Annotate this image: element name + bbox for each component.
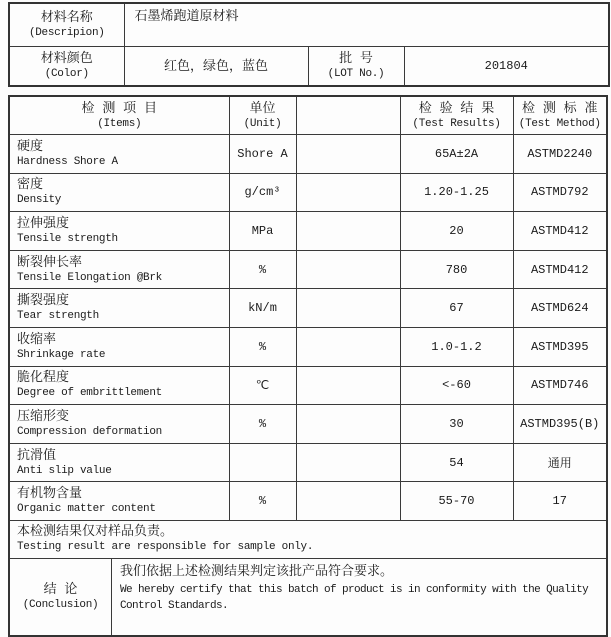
item-en: Degree of embrittlement	[17, 387, 162, 400]
conclusion-body	[112, 559, 606, 635]
test-row-shrinkage	[9, 327, 607, 366]
item-cell	[9, 327, 229, 366]
method-cell: ASTMD792	[513, 173, 607, 212]
blank-cell	[296, 173, 400, 212]
blank-cell	[296, 250, 400, 289]
test-row-elongation	[9, 250, 607, 289]
spacer-header	[296, 96, 400, 135]
note-row	[9, 520, 607, 558]
unit-cell: %	[229, 327, 296, 366]
test-row-anti-slip	[9, 443, 607, 482]
result-cell: 1.20-1.25	[400, 173, 513, 212]
item-cell	[9, 250, 229, 289]
item-cell	[9, 173, 229, 212]
blank-cell	[296, 366, 400, 405]
item-zh: 密度	[17, 177, 44, 193]
method-cell: ASTMD624	[513, 289, 607, 328]
lot-label	[308, 47, 404, 87]
material-color-label-en: (Color)	[44, 68, 89, 80]
item-en: Compression deformation	[17, 425, 162, 438]
unit-cell: kN/m	[229, 289, 296, 328]
material-color-value: 红色，绿色，蓝色	[124, 47, 308, 87]
conclusion-label	[10, 559, 112, 635]
unit-cell: %	[229, 405, 296, 444]
unit-cell: g/cm³	[229, 173, 296, 212]
conclusion-text-en: We hereby certify that this batch of product is in conformity with the Quality Control Standards.	[120, 583, 589, 612]
method-cell: 17	[513, 482, 607, 521]
material-name-label-en: (Descripion)	[28, 27, 105, 39]
unit-header-en: (Unit)	[243, 117, 282, 130]
test-results-table	[8, 95, 608, 637]
note-en: Testing result are responsible for sample only.	[17, 541, 314, 554]
result-cell: 30	[400, 405, 513, 444]
test-row-tear-strength	[9, 289, 607, 328]
item-zh: 收缩率	[17, 331, 57, 347]
conclusion-label-zh: 结 论	[43, 581, 78, 597]
item-en: Density	[17, 194, 62, 207]
items-header	[9, 96, 229, 135]
material-info-table	[8, 2, 610, 87]
item-zh: 断裂伸长率	[17, 254, 83, 270]
result-cell: 1.0-1.2	[400, 327, 513, 366]
unit-cell: ℃	[229, 366, 296, 405]
lot-label-en: (LOT No.)	[327, 68, 385, 80]
item-cell	[9, 405, 229, 444]
material-name-value: 石墨烯跑道原材料	[124, 3, 609, 47]
method-cell: ASTMD746	[513, 366, 607, 405]
item-zh: 有机物含量	[17, 486, 83, 502]
item-cell	[9, 482, 229, 521]
test-row-tensile-strength	[9, 212, 607, 251]
test-row-embrittlement	[9, 366, 607, 405]
item-cell	[9, 135, 229, 174]
item-en: Tear strength	[17, 310, 99, 323]
item-en: Tensile strength	[17, 232, 118, 245]
item-en: Tensile Elongation @Brk	[17, 271, 162, 284]
blank-cell	[296, 443, 400, 482]
blank-cell	[296, 327, 400, 366]
table-header-row	[9, 96, 607, 135]
blank-cell	[296, 135, 400, 174]
item-zh: 压缩形变	[17, 408, 70, 424]
lot-value: 201804	[404, 47, 609, 87]
result-cell: 65A±2A	[400, 135, 513, 174]
item-cell	[9, 289, 229, 328]
items-header-en: (Items)	[97, 117, 142, 130]
material-name-label-zh: 材料名称	[40, 10, 93, 25]
result-cell: 67	[400, 289, 513, 328]
result-cell: 55-70	[400, 482, 513, 521]
unit-cell: Shore A	[229, 135, 296, 174]
unit-header-zh: 单位	[249, 100, 276, 116]
result-cell: 780	[400, 250, 513, 289]
results-header	[400, 96, 513, 135]
item-cell	[9, 443, 229, 482]
blank-cell	[296, 482, 400, 521]
test-row-organic-matter	[9, 482, 607, 521]
method-header	[513, 96, 607, 135]
material-name-label	[9, 3, 124, 47]
method-cell: ASTMD2240	[513, 135, 607, 174]
method-cell: ASTMD395	[513, 327, 607, 366]
test-row-hardness	[9, 135, 607, 174]
result-cell: <-60	[400, 366, 513, 405]
blank-cell	[296, 289, 400, 328]
method-header-zh: 检 测 标 准	[522, 100, 598, 116]
method-cell: 通用	[513, 443, 607, 482]
material-name-row	[9, 3, 609, 47]
conclusion-cell	[9, 558, 607, 636]
method-cell: ASTMD412	[513, 250, 607, 289]
conclusion-label-en: (Conclusion)	[22, 598, 99, 611]
material-color-row	[9, 47, 609, 87]
result-cell: 20	[400, 212, 513, 251]
conclusion-row	[9, 558, 607, 636]
material-color-label-zh: 材料颜色	[40, 51, 93, 66]
item-zh: 脆化程度	[17, 370, 70, 386]
item-en: Hardness Shore A	[17, 155, 118, 168]
conclusion-text-zh: 我们依据上述检测结果判定该批产品符合要求。	[120, 563, 394, 579]
item-zh: 撕裂强度	[17, 293, 70, 309]
unit-cell: %	[229, 250, 296, 289]
item-cell	[9, 212, 229, 251]
item-en: Shrinkage rate	[17, 348, 106, 361]
item-en: Anti slip value	[17, 464, 112, 477]
items-header-zh: 检 测 项 目	[81, 100, 157, 116]
blank-cell	[296, 405, 400, 444]
item-en: Organic matter content	[17, 503, 156, 516]
method-header-en: (Test Method)	[518, 117, 601, 130]
note-zh: 本检测结果仅对样品负责。	[17, 524, 174, 540]
blank-cell	[296, 212, 400, 251]
method-cell: ASTMD412	[513, 212, 607, 251]
result-cell: 54	[400, 443, 513, 482]
item-zh: 抗滑值	[17, 447, 57, 463]
material-color-label	[9, 47, 124, 87]
conclusion-layout	[10, 559, 606, 635]
test-row-density	[9, 173, 607, 212]
method-cell: ASTMD395(B)	[513, 405, 607, 444]
unit-header	[229, 96, 296, 135]
results-header-en: (Test Results)	[412, 117, 501, 130]
unit-cell	[229, 443, 296, 482]
item-cell	[9, 366, 229, 405]
item-zh: 硬度	[17, 138, 44, 154]
item-zh: 拉伸强度	[17, 215, 70, 231]
results-header-zh: 检 验 结 果	[418, 100, 495, 116]
lot-label-zh: 批 号	[339, 51, 373, 66]
test-row-compression	[9, 405, 607, 444]
unit-cell: MPa	[229, 212, 296, 251]
note-cell	[9, 520, 607, 558]
unit-cell: %	[229, 482, 296, 521]
